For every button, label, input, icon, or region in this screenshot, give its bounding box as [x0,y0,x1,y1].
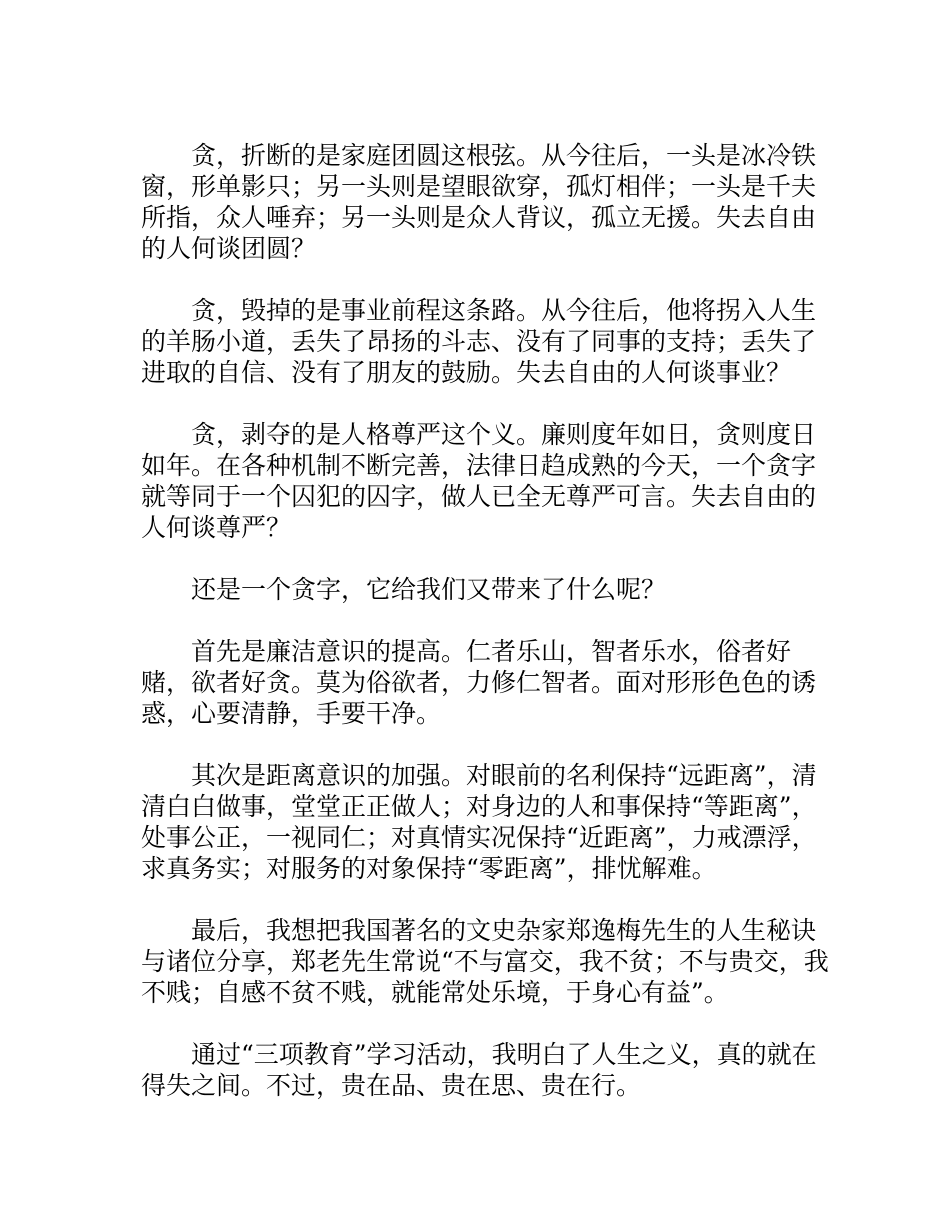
paragraph-dignity: 贪，剥夺的是人格尊严这个义。廉则度年如日，贪则度日如年。在各种机制不断完善，法律日趋成熟的今天，一个贪字就等同于一个囚犯的囚字，做人已全无尊严可言。失去自由的人何谈尊严？ [141,420,817,542]
paragraph-family-reunion: 贪，折断的是家庭团圆这根弦。从今往后，一头是冰冷铁窗，形单影只；另一头则是望眼欲穿，孤灯相伴；一头是千夫所指，众人唾弃；另一头则是众人背议，孤立无援。失去自由的人何谈团圆？ [141,141,817,263]
paragraph-integrity-awareness: 首先是廉洁意识的提高。仁者乐山，智者乐水，俗者好赌，欲者好贪。莫为俗欲者，力修仁智者。面对形形色色的诱惑，心要清静，手要干净。 [141,637,817,728]
paragraph-distance-awareness: 其次是距离意识的加强。对眼前的名利保持“远距离”，清清白白做事，堂堂正正做人；对身边的人和事保持“等距离”，处事公正，一视同仁；对真情实况保持“近距离”，力戒漂浮，求真务实；对服务的对象保持“零距离”，排忧解难。 [141,761,817,883]
paragraph-zheng-yimei: 最后，我想把我国著名的文史杂家郑逸梅先生的人生秘诀与诸位分享，郑老先生常说“不与富交，我不贫；不与贵交，我不贱；自感不贫不贱，就能常处乐境，于身心有益”。 [141,916,829,1007]
paragraph-conclusion: 通过“三项教育”学习活动，我明白了人生之义，真的就在得失之间。不过，贵在品、贵在思、贵在行。 [141,1040,817,1100]
document-body [141,140,831,1132]
paragraph-career: 贪，毁掉的是事业前程这条路。从今往后，他将拐入人生的羊肠小道，丢失了昂扬的斗志、没有了同事的支持；丢失了进取的自信、没有了朋友的鼓励。失去自由的人何谈事业？ [141,296,817,387]
paragraph-question: 还是一个贪字，它给我们又带来了什么呢？ [191,575,667,604]
